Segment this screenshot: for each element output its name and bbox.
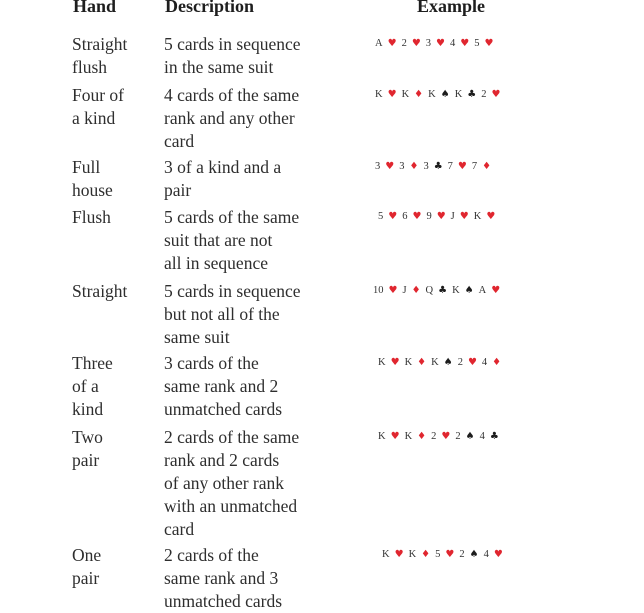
playing-card (450, 37, 469, 51)
description-line: unmatched cards (164, 591, 283, 611)
description-line: same rank and 2 (164, 376, 279, 396)
hand-name-line: Four of (72, 85, 125, 105)
hand-name-line: Straight (72, 34, 128, 54)
card-rank: 4 (483, 549, 489, 560)
playing-card (378, 210, 397, 224)
playing-card (402, 210, 421, 224)
heart-suit-icon: ♥ (445, 549, 455, 560)
club-suit-icon: ♣ (489, 431, 499, 442)
playing-card (423, 160, 442, 174)
description-line: with an unmatched (164, 496, 298, 516)
spade-suit-icon: ♠ (440, 89, 450, 100)
playing-card (375, 37, 397, 51)
card-rank: 2 (481, 89, 487, 100)
diamond-suit-icon: ♦ (482, 161, 492, 172)
card-rank: K (378, 431, 386, 442)
diamond-suit-icon: ♦ (409, 161, 419, 172)
heart-suit-icon: ♥ (457, 161, 467, 172)
description-line: same rank and 3 (164, 568, 279, 588)
playing-card (428, 88, 450, 102)
playing-card (405, 356, 427, 370)
playing-card (402, 88, 424, 102)
playing-card (426, 210, 445, 224)
description-line: rank and any other (164, 108, 295, 128)
hand-name-line: pair (72, 568, 100, 588)
card-rank: K (431, 357, 439, 368)
hand-name (72, 352, 152, 421)
playing-card (474, 37, 493, 51)
hand-description (164, 544, 334, 613)
hand-name-line: Straight (72, 281, 128, 301)
column-header-description: Description (165, 0, 254, 16)
playing-card (474, 210, 496, 224)
hand-description (164, 206, 334, 275)
playing-card (431, 356, 453, 370)
heart-suit-icon: ♥ (491, 89, 501, 100)
playing-card (480, 430, 499, 444)
card-rank: 4 (450, 38, 456, 49)
card-rank: K (454, 89, 463, 100)
heart-suit-icon: ♥ (388, 211, 398, 222)
diamond-suit-icon: ♦ (417, 357, 427, 368)
heart-suit-icon: ♥ (441, 431, 451, 442)
heart-suit-icon: ♥ (390, 357, 400, 368)
description-line: 5 cards in sequence (164, 34, 301, 54)
playing-card (484, 548, 503, 562)
hand-name-line: a kind (72, 108, 116, 128)
heart-suit-icon: ♥ (436, 211, 446, 222)
playing-card (375, 88, 397, 102)
description-line: 3 cards of the (164, 353, 259, 373)
card-rank: 2 (459, 549, 465, 560)
card-rank: A (375, 38, 383, 49)
hand-example (375, 88, 505, 102)
playing-card (479, 284, 501, 298)
hand-example (382, 548, 508, 562)
card-rank: 2 (455, 431, 461, 442)
card-rank: 5 (378, 211, 384, 222)
card-rank: 3 (425, 38, 432, 49)
description-line: card (164, 131, 195, 151)
hand-name-line: kind (72, 399, 104, 419)
spade-suit-icon: ♠ (469, 549, 479, 560)
hand-name (72, 84, 152, 130)
playing-card (431, 430, 450, 444)
playing-card (373, 284, 397, 298)
hand-example (375, 37, 498, 51)
hand-name-line: Flush (72, 207, 111, 227)
playing-card (382, 548, 404, 562)
card-rank: 10 (373, 285, 384, 296)
hand-name-line: pair (72, 450, 100, 470)
card-rank: Q (425, 285, 434, 296)
card-rank: K (428, 89, 436, 100)
card-rank: 6 (402, 211, 408, 222)
description-line: rank and 2 cards (164, 450, 280, 470)
playing-card (451, 210, 469, 224)
hand-description (164, 84, 334, 153)
description-line: 2 cards of the (164, 545, 259, 565)
diamond-suit-icon: ♦ (411, 285, 421, 296)
playing-card (375, 160, 394, 174)
playing-card (481, 88, 500, 102)
spade-suit-icon: ♠ (443, 357, 453, 368)
playing-card (455, 430, 474, 444)
hand-description (164, 280, 334, 349)
diamond-suit-icon: ♦ (417, 431, 427, 442)
card-rank: 4 (481, 357, 488, 368)
card-rank: 3 (375, 161, 381, 172)
heart-suit-icon: ♥ (467, 357, 477, 368)
card-rank: K (378, 357, 386, 368)
playing-card (459, 548, 478, 562)
description-line: in the same suit (164, 57, 274, 77)
heart-suit-icon: ♥ (436, 38, 445, 49)
hand-name-line: house (72, 180, 113, 200)
description-line: unmatched cards (164, 399, 283, 419)
heart-suit-icon: ♥ (484, 38, 494, 49)
heart-suit-icon: ♥ (390, 431, 400, 442)
card-rank: 7 (471, 161, 478, 172)
description-line: card (164, 519, 195, 539)
hand-name-line: Full (72, 157, 101, 177)
playing-card (455, 88, 477, 102)
card-rank: 7 (447, 161, 453, 172)
diamond-suit-icon: ♦ (414, 89, 424, 100)
card-rank: J (450, 211, 455, 222)
heart-suit-icon: ♥ (387, 89, 397, 100)
description-line: all in sequence (164, 253, 268, 273)
club-suit-icon: ♣ (438, 285, 448, 296)
playing-card (458, 356, 477, 370)
card-rank: K (452, 285, 460, 296)
hand-example (375, 160, 496, 174)
playing-card (452, 284, 474, 298)
hand-example (378, 210, 500, 224)
card-rank: 2 (431, 431, 437, 442)
card-rank: 4 (479, 431, 485, 442)
club-suit-icon: ♣ (467, 89, 477, 100)
column-header-example: Example (417, 0, 486, 16)
heart-suit-icon: ♥ (388, 285, 398, 296)
heart-suit-icon: ♥ (491, 285, 501, 296)
heart-suit-icon: ♥ (486, 211, 496, 222)
hand-name (72, 280, 152, 303)
heart-suit-icon: ♥ (411, 38, 421, 49)
playing-card (378, 356, 400, 370)
description-line: 5 cards of the same (164, 207, 300, 227)
hand-example (373, 284, 505, 298)
playing-card (399, 160, 418, 174)
hand-name-line: Two (72, 427, 103, 447)
card-rank: K (473, 211, 482, 222)
hand-name-line: flush (72, 57, 107, 77)
card-rank: K (375, 89, 383, 100)
spade-suit-icon: ♠ (464, 285, 474, 296)
column-header-hand: Hand (73, 0, 117, 16)
hand-name (72, 156, 152, 202)
hand-name-line: of a (72, 376, 99, 396)
hand-description (164, 33, 334, 79)
hand-description (164, 156, 334, 202)
description-line: 4 cards of the same (164, 85, 300, 105)
playing-card (405, 430, 427, 444)
heart-suit-icon: ♥ (385, 161, 395, 172)
hand-name (72, 544, 152, 590)
card-rank: 5 (474, 38, 480, 49)
hand-description (164, 426, 334, 541)
description-line: 5 cards in sequence (164, 281, 301, 301)
hand-example (378, 356, 506, 370)
playing-card (378, 430, 400, 444)
card-rank: K (401, 89, 410, 100)
heart-suit-icon: ♥ (394, 549, 404, 560)
card-rank: 2 (401, 38, 407, 49)
description-line: same suit (164, 327, 230, 347)
card-rank: 5 (435, 549, 441, 560)
heart-suit-icon: ♥ (387, 38, 397, 49)
diamond-suit-icon: ♦ (492, 357, 502, 368)
hand-name-line: One (72, 545, 102, 565)
club-suit-icon: ♣ (433, 161, 443, 172)
playing-card (402, 37, 421, 51)
playing-card (402, 284, 420, 298)
card-rank: 3 (423, 161, 429, 172)
playing-card (472, 160, 491, 174)
card-rank: K (382, 549, 390, 560)
description-line: of any other rank (164, 473, 285, 493)
hand-name (72, 206, 152, 229)
playing-card (426, 284, 448, 298)
description-line: suit that are not (164, 230, 273, 250)
playing-card (435, 548, 454, 562)
hand-name (72, 426, 152, 472)
hand-description (164, 352, 334, 421)
playing-card (426, 37, 445, 51)
heart-suit-icon: ♥ (412, 211, 422, 222)
description-line: 3 of a kind and a (164, 157, 282, 177)
spade-suit-icon: ♠ (465, 431, 475, 442)
card-rank: K (404, 431, 413, 442)
hand-name (72, 33, 152, 79)
playing-card (482, 356, 501, 370)
card-rank: 2 (457, 357, 463, 368)
description-line: but not all of the (164, 304, 280, 324)
heart-suit-icon: ♥ (459, 211, 469, 222)
diamond-suit-icon: ♦ (421, 549, 431, 560)
card-rank: K (408, 549, 417, 560)
card-rank: A (478, 285, 487, 296)
heart-suit-icon: ♥ (493, 549, 503, 560)
card-rank: 9 (426, 211, 432, 222)
hand-name-line: Three (72, 353, 113, 373)
playing-card (448, 160, 467, 174)
playing-card (409, 548, 431, 562)
card-rank: J (402, 285, 407, 296)
heart-suit-icon: ♥ (460, 38, 470, 49)
card-rank: 3 (399, 161, 405, 172)
description-line: 2 cards of the same (164, 427, 300, 447)
description-line: pair (164, 180, 192, 200)
hand-example (378, 430, 504, 444)
card-rank: K (404, 357, 413, 368)
